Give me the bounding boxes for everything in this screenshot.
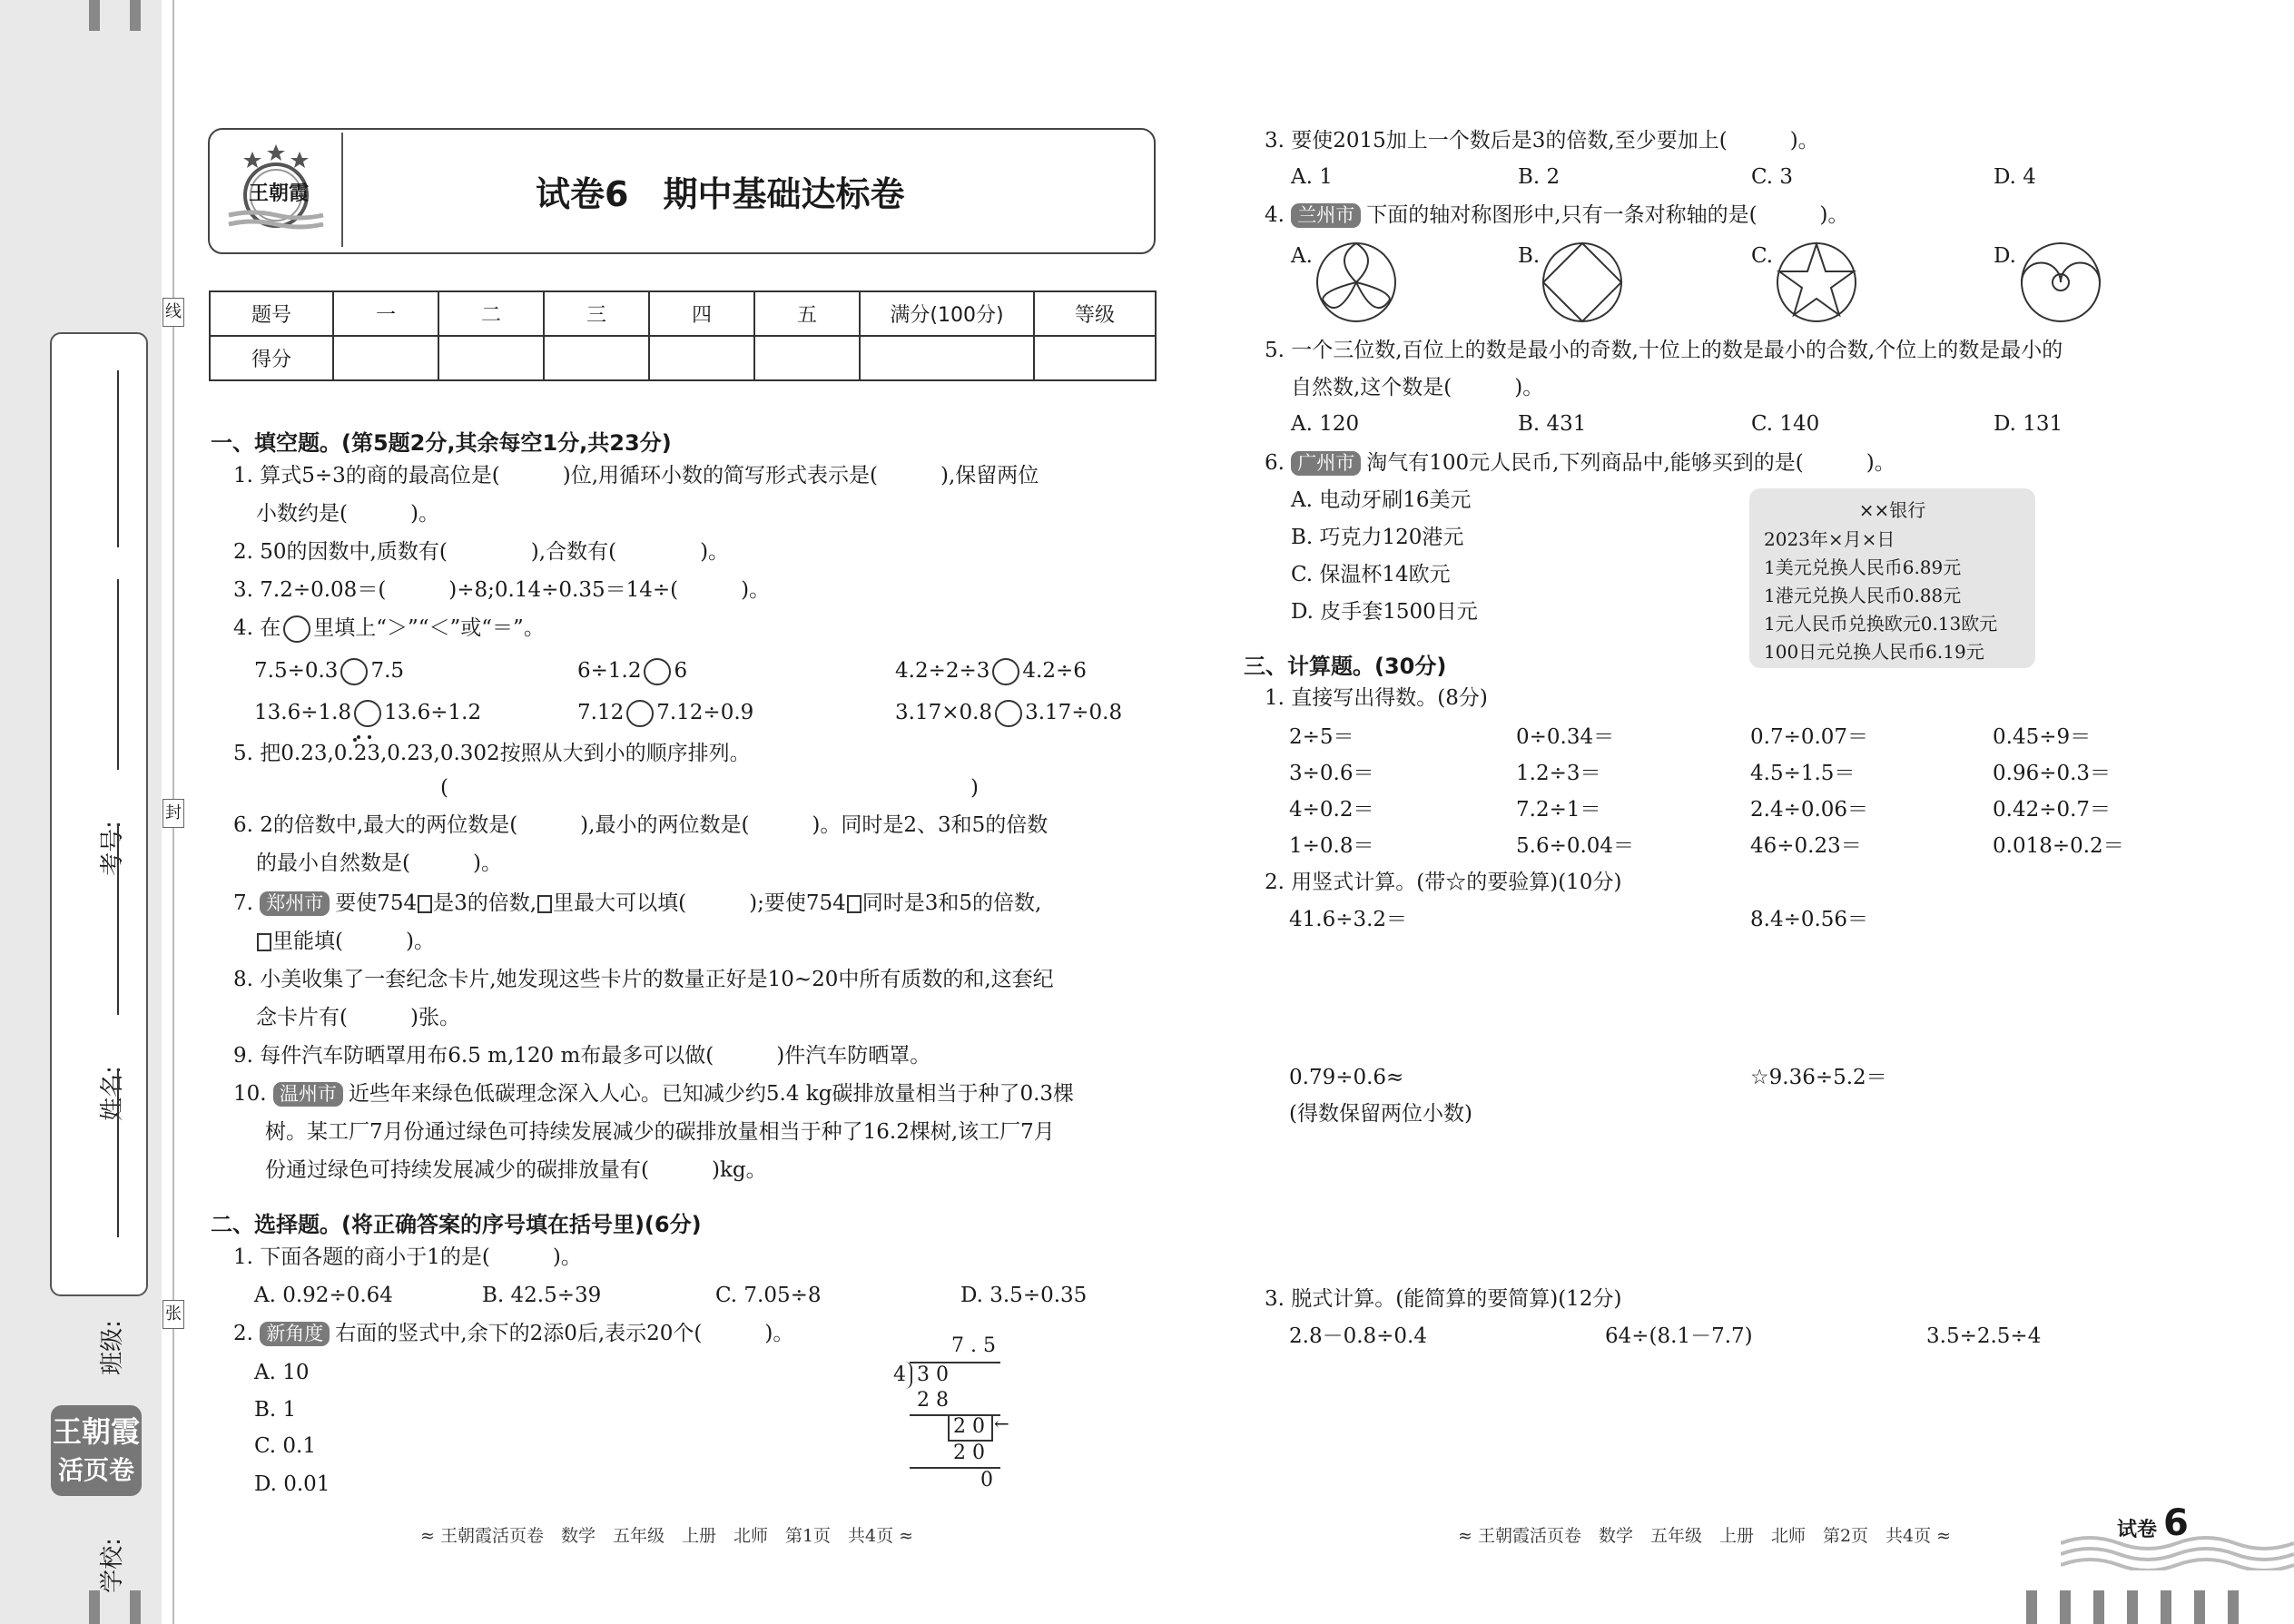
bank-rate: 1美元兑换人民币6.89元 bbox=[1764, 556, 1962, 578]
vertical-calc[interactable]: 8.4÷0.56＝ bbox=[1750, 908, 1869, 931]
region-tag: 兰州市 bbox=[1291, 203, 1361, 228]
option[interactable]: A. 120 bbox=[1291, 412, 1360, 436]
bank-date: 2023年×月×日 bbox=[1764, 528, 1895, 550]
q1-10-line3: 份通过绿色可持续发展减少的碳排放量有( )kg。 bbox=[265, 1158, 767, 1182]
region-tag: 郑州市 bbox=[260, 891, 330, 916]
compare-circle-icon[interactable] bbox=[626, 700, 654, 727]
score-header: 二 bbox=[438, 291, 544, 336]
q1-2: 2. 50的因数中,质数有( ),合数有( )。 bbox=[233, 540, 730, 564]
q1-5-answer-blank[interactable]: ( ) bbox=[440, 776, 979, 800]
bottom-mark bbox=[2194, 1590, 2205, 1624]
q2-4: 4. 兰州市 下面的轴对称图形中,只有一条对称轴的是( )。 bbox=[1265, 203, 1849, 227]
q1-8-line1: 8. 小美收集了一套纪念卡片,她发现这些卡片的数量正好是10~20中所有质数的和,这套纪 bbox=[233, 968, 1054, 991]
vertical-calc[interactable]: ☆9.36÷5.2＝ bbox=[1750, 1066, 1887, 1089]
compare-item: 3.17×0.8 3.17÷0.8 bbox=[895, 699, 1122, 727]
q1-10-line1: 10. 温州市 近些年来绿色低碳理念深入人心。已知减少约5.4 kg碳排放量相当于种了0.3棵 bbox=[233, 1082, 1075, 1106]
option[interactable]: A. 10 bbox=[254, 1361, 310, 1384]
binding-label-feng: 封 bbox=[162, 799, 184, 828]
option[interactable]: C. bbox=[1751, 244, 1774, 268]
direct-calc[interactable]: 0.96÷0.3＝ bbox=[1993, 762, 2112, 785]
option[interactable]: C. 140 bbox=[1751, 412, 1820, 436]
repeat-dot bbox=[368, 735, 371, 739]
q3-1: 1. 直接写出得数。(8分) bbox=[1265, 686, 1488, 710]
bottom-mark bbox=[2026, 1590, 2037, 1624]
compare-item: 7.12 7.12÷0.9 bbox=[577, 699, 753, 727]
q1-8-line2: 念卡片有( )张。 bbox=[256, 1006, 460, 1029]
vertical-calc[interactable]: 41.6÷3.2＝ bbox=[1289, 908, 1408, 931]
score-cell[interactable] bbox=[438, 336, 544, 380]
q3-2: 2. 用竖式计算。(带☆的要验算)(10分) bbox=[1265, 871, 1622, 894]
option[interactable]: B. 42.5÷39 bbox=[482, 1284, 602, 1307]
logo-emblem bbox=[225, 139, 327, 241]
rounding-note: (得数保留两位小数) bbox=[1289, 1102, 1472, 1126]
q1-6-line1: 6. 2的倍数中,最大的两位数是( ),最小的两位数是( )。同时是2、3和5的倍数 bbox=[233, 813, 1049, 837]
compare-circle-icon[interactable] bbox=[992, 658, 1019, 685]
direct-calc[interactable]: 0.42÷0.7＝ bbox=[1993, 798, 2112, 822]
score-cell[interactable] bbox=[333, 336, 438, 380]
digit-box[interactable] bbox=[418, 895, 432, 913]
class-line[interactable] bbox=[117, 824, 119, 1015]
footer-right: ≈ 王朝霞活页卷 数学 五年级 上册 北师 第2页 共4页 ≈ bbox=[1458, 1526, 1952, 1546]
option[interactable]: D. 0.01 bbox=[254, 1472, 330, 1496]
q1-4: 4. 在 里填上“＞”“＜”或“＝”。 bbox=[233, 615, 545, 643]
score-row-label: 得分 bbox=[210, 336, 333, 380]
option[interactable]: A. 0.92÷0.64 bbox=[254, 1284, 393, 1307]
q1-7-line2: 里能填( )。 bbox=[256, 928, 435, 955]
score-header: 题号 bbox=[210, 291, 333, 336]
option[interactable]: C. 3 bbox=[1751, 165, 1794, 189]
digit-box[interactable] bbox=[847, 895, 861, 913]
option[interactable]: C. 7.05÷8 bbox=[715, 1284, 822, 1307]
region-tag: 广州市 bbox=[1291, 451, 1361, 476]
bottom-mark bbox=[89, 1590, 100, 1624]
bottom-mark bbox=[2161, 1590, 2171, 1624]
bank-rate: 100日元兑换人民币6.19元 bbox=[1764, 641, 1984, 663]
score-header: 一 bbox=[333, 291, 438, 336]
score-cell[interactable] bbox=[649, 336, 754, 380]
bank-rate: 1元人民币兑换欧元0.13欧元 bbox=[1764, 613, 1998, 635]
top-mark bbox=[130, 0, 141, 31]
option[interactable]: D. 4 bbox=[1994, 165, 2036, 189]
score-table bbox=[209, 290, 1157, 381]
q1-3: 3. 7.2÷0.08＝( )÷8;0.14÷0.35＝14÷( )。 bbox=[233, 578, 771, 602]
compare-item: 13.6÷1.8 13.6÷1.2 bbox=[254, 699, 481, 727]
bank-rate: 1港元兑换人民币0.88元 bbox=[1764, 585, 1962, 606]
option[interactable]: D. 3.5÷0.35 bbox=[960, 1284, 1088, 1307]
long-division: 7 . 5 4 3 0 2 8 2 0 ← 2 0 0 bbox=[893, 1334, 1009, 1491]
option[interactable]: C. 保温杯14欧元 bbox=[1291, 563, 1451, 586]
bottom-mark bbox=[2093, 1590, 2104, 1624]
direct-calc[interactable]: 1.2÷3＝ bbox=[1516, 762, 1601, 785]
q2-5-line1: 5. 一个三位数,百位上的数是最小的奇数,十位上的数是最小的合数,个位上的数是最小的 bbox=[1265, 339, 2063, 362]
paper-number: 6 bbox=[2163, 1502, 2189, 1544]
option[interactable]: B. bbox=[1518, 244, 1541, 268]
class-label: 班级: bbox=[98, 1320, 126, 1375]
q1-6-line2: 的最小自然数是( )。 bbox=[256, 851, 502, 875]
option[interactable]: B. 431 bbox=[1518, 412, 1587, 436]
direct-calc[interactable]: 0.45÷9＝ bbox=[1993, 725, 2092, 749]
direct-calc[interactable]: 0.018÷0.2＝ bbox=[1993, 834, 2124, 858]
score-header: 满分(100分) bbox=[860, 291, 1034, 336]
direct-calc[interactable]: 7.2÷1＝ bbox=[1516, 798, 1601, 822]
page-title: 试卷6 期中基础达标卷 bbox=[536, 174, 905, 214]
option[interactable]: C. 0.1 bbox=[254, 1434, 316, 1458]
star-in-circle-icon bbox=[1775, 241, 1858, 324]
school-line[interactable] bbox=[117, 1069, 119, 1237]
q1-9: 9. 每件汽车防晒罩用布6.5 m,120 m布最多可以做( )件汽车防晒罩。 bbox=[233, 1044, 931, 1068]
direct-calc[interactable]: 4.5÷1.5＝ bbox=[1750, 762, 1856, 785]
score-cell[interactable] bbox=[544, 336, 649, 380]
exam-no-label: 考号: bbox=[98, 821, 126, 876]
q2-3: 3. 要使2015加上一个数后是3的倍数,至少要加上( )。 bbox=[1265, 129, 1819, 153]
compare-circle-icon[interactable] bbox=[995, 700, 1022, 727]
direct-calc[interactable]: 0.7÷0.07＝ bbox=[1750, 725, 1869, 749]
option[interactable]: B. 2 bbox=[1518, 165, 1561, 189]
step-calc[interactable]: 3.5÷2.5÷4 bbox=[1926, 1324, 2042, 1348]
compare-circle-icon[interactable] bbox=[354, 700, 381, 727]
bottom-mark bbox=[2228, 1590, 2239, 1624]
direct-calc[interactable]: 46÷0.23＝ bbox=[1750, 834, 1862, 858]
option[interactable]: A. bbox=[1291, 244, 1313, 268]
step-calc[interactable]: 64÷(8.1－7.7) bbox=[1605, 1324, 1753, 1348]
option[interactable]: D. 皮手套1500日元 bbox=[1291, 600, 1478, 624]
q2-1: 1. 下面各题的商小于1的是( )。 bbox=[233, 1245, 582, 1269]
direct-calc[interactable]: 2÷5＝ bbox=[1289, 725, 1354, 749]
three-petal-figure-icon bbox=[1314, 241, 1398, 324]
q1-1-line1: 1. 算式5÷3的商的最高位是( )位,用循环小数的简写形式表示是( ),保留两位 bbox=[233, 464, 1039, 487]
school-label: 学校: bbox=[98, 1538, 126, 1593]
q2-5-line2: 自然数,这个数是( )。 bbox=[1291, 376, 1544, 399]
bottom-mark bbox=[130, 1590, 141, 1624]
repeat-dot bbox=[357, 735, 360, 739]
option[interactable]: B. 1 bbox=[254, 1398, 297, 1422]
score-header: 等级 bbox=[1034, 291, 1156, 336]
q1-5: 5. 把0.23,0.23,0.23,0.302按照从大到小的顺序排列。 bbox=[233, 742, 751, 765]
name-label: 姓名: bbox=[98, 1066, 126, 1121]
bottom-mark bbox=[2127, 1590, 2138, 1624]
bank-name: ××银行 bbox=[1858, 499, 1926, 521]
direct-calc[interactable]: 2.4÷0.06＝ bbox=[1750, 798, 1869, 822]
compare-circle-icon bbox=[283, 615, 310, 643]
direct-calc[interactable]: 4÷0.2＝ bbox=[1289, 798, 1374, 822]
paper-label: 试卷 bbox=[2117, 1519, 2158, 1541]
compare-item: 4.2÷2÷3 4.2÷6 bbox=[895, 657, 1087, 685]
option[interactable]: A. 1 bbox=[1291, 165, 1333, 189]
binding-label-zhang: 张 bbox=[162, 1300, 184, 1329]
circles-figure-icon bbox=[2019, 241, 2102, 324]
direct-calc[interactable]: 3÷0.6＝ bbox=[1289, 762, 1374, 785]
arrow-left-icon: ← bbox=[994, 1412, 1009, 1434]
q1-1-line2: 小数约是( )。 bbox=[256, 502, 439, 526]
option[interactable]: D. bbox=[1994, 244, 2016, 268]
exchange-rate-card bbox=[1749, 488, 2035, 668]
section-2-title: 二、选择题。(将正确答案的序号填在括号里)(6分) bbox=[211, 1212, 702, 1237]
digit-box[interactable] bbox=[537, 895, 552, 913]
binding-label-xian: 线 bbox=[162, 298, 184, 327]
score-header: 三 bbox=[544, 291, 649, 336]
region-tag: 温州市 bbox=[273, 1082, 343, 1107]
footer-left: ≈ 王朝霞活页卷 数学 五年级 上册 北师 第1页 共4页 ≈ bbox=[420, 1526, 914, 1546]
compare-circle-icon[interactable] bbox=[644, 658, 671, 685]
vertical-calc[interactable]: 0.79÷0.6≈ bbox=[1289, 1066, 1404, 1089]
direct-calc[interactable]: 5.6÷0.04＝ bbox=[1516, 834, 1635, 858]
q1-10-line2: 树。某工厂7月份通过绿色可持续发展减少的碳排放量相当于种了16.2棵树,该工厂7月 bbox=[265, 1120, 1055, 1144]
section-1-title: 一、填空题。(第5题2分,其余每空1分,共23分) bbox=[211, 430, 672, 456]
direct-calc[interactable]: 1÷0.8＝ bbox=[1289, 834, 1374, 858]
compare-item: 6÷1.2 6 bbox=[577, 657, 687, 685]
score-cell[interactable] bbox=[754, 336, 860, 380]
brand-badge: 王朝霞 活页卷 bbox=[51, 1405, 142, 1496]
option[interactable]: B. 巧克力120港元 bbox=[1291, 526, 1464, 549]
direct-calc[interactable]: 0÷0.34＝ bbox=[1516, 725, 1615, 749]
score-cell[interactable] bbox=[860, 336, 1034, 380]
option[interactable]: D. 131 bbox=[1994, 412, 2063, 436]
name-line[interactable] bbox=[117, 579, 119, 770]
score-header: 五 bbox=[754, 291, 860, 336]
top-mark bbox=[89, 0, 100, 31]
compare-item: 7.5÷0.3 7.5 bbox=[254, 657, 404, 685]
option[interactable]: A. 电动牙刷16美元 bbox=[1291, 488, 1472, 512]
logo-text: 王朝霞 bbox=[249, 182, 310, 205]
region-tag: 新角度 bbox=[260, 1322, 330, 1346]
q1-7-line1: 7. 郑州市 要使754 是3的倍数, 里最大可以填( );要使754 同时是3和5的倍数, bbox=[233, 891, 1042, 915]
square-in-circle-icon bbox=[1541, 241, 1624, 324]
q2-6: 6. 广州市 淘气有100元人民币,下列商品中,能够买到的是( )。 bbox=[1265, 451, 1895, 475]
bottom-mark bbox=[2060, 1590, 2071, 1624]
score-cell[interactable] bbox=[1034, 336, 1156, 380]
exam-no-line[interactable] bbox=[117, 370, 119, 547]
step-calc[interactable]: 2.8－0.8÷0.4 bbox=[1289, 1324, 1428, 1348]
compare-circle-icon[interactable] bbox=[340, 658, 368, 685]
q2-2: 2. 新角度 右面的竖式中,余下的2添0后,表示20个( )。 bbox=[233, 1322, 794, 1345]
digit-box[interactable] bbox=[257, 933, 271, 951]
section-3-title: 三、计算题。(30分) bbox=[1244, 654, 1447, 679]
q3-3: 3. 脱式计算。(能简算的要简算)(12分) bbox=[1265, 1287, 1622, 1311]
header-divider bbox=[341, 133, 343, 247]
score-header: 四 bbox=[649, 291, 754, 336]
